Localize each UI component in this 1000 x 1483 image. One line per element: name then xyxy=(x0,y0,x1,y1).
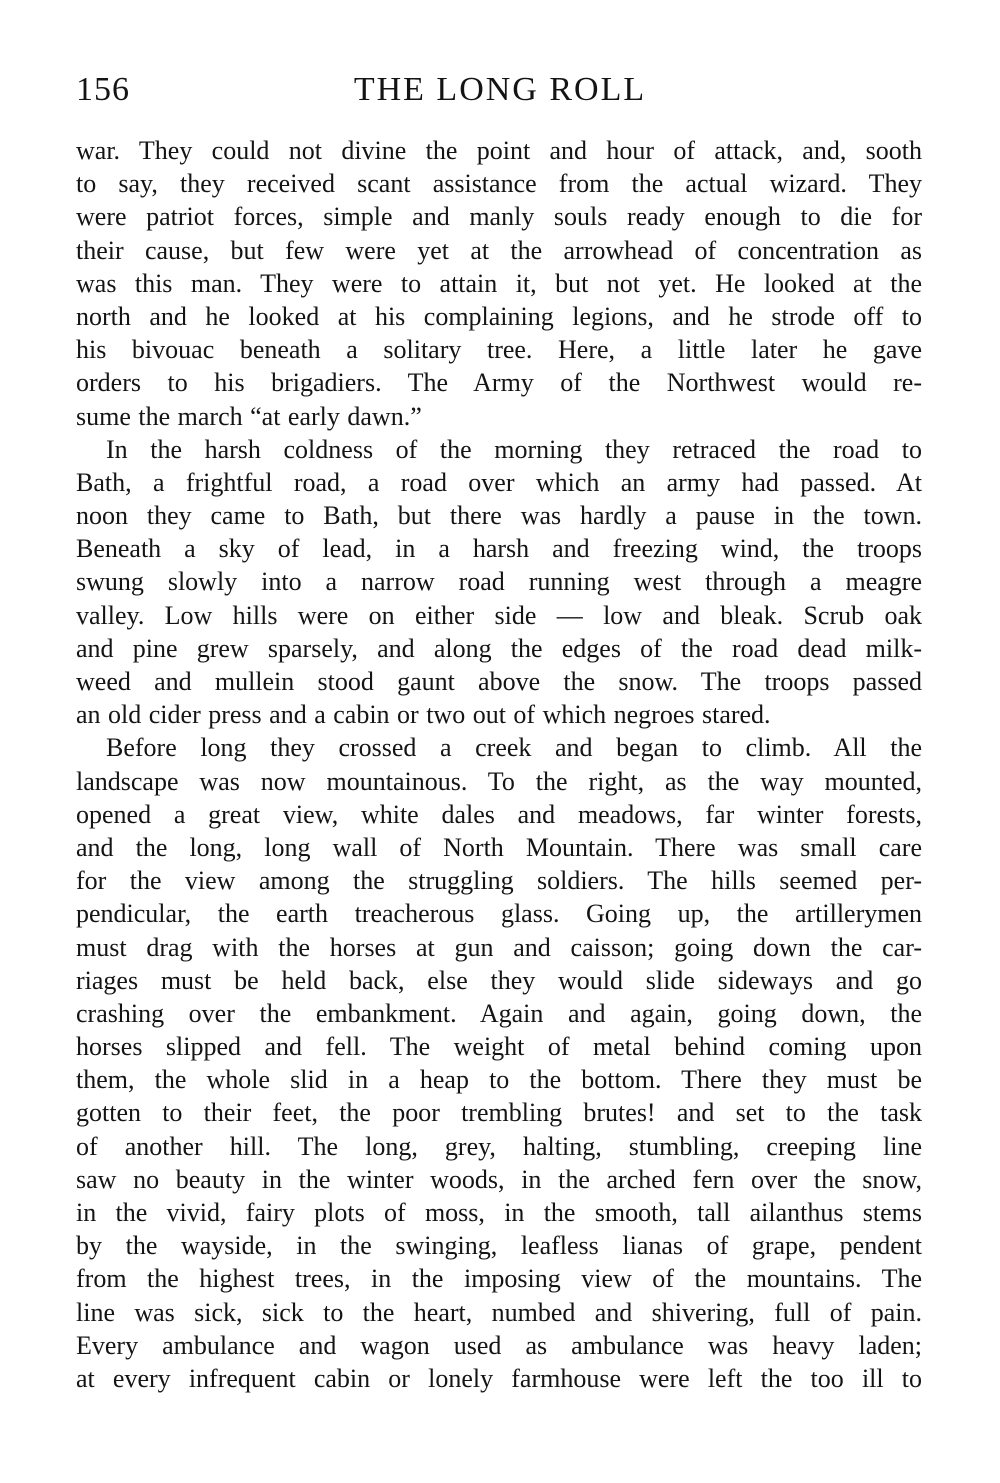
text-line: an old cider press and a cabin or two out of which negroes stared. xyxy=(76,700,771,730)
body-text xyxy=(76,134,922,1395)
page-number: 156 xyxy=(76,71,130,108)
text-line: war. They could not divine the point and hour of attack, and, sooth xyxy=(76,136,922,165)
text-line: riages must be held back, else they would slide sideways and go xyxy=(76,965,922,995)
text-line: weed and mullein stood gaunt above the snow. The troops passed xyxy=(76,667,922,696)
page-header xyxy=(76,68,924,116)
text-line: gotten to their feet, the poor trembling brutes! and set to the task xyxy=(76,1098,922,1128)
text-line: opened a great view, white dales and meadows, far winter forests, xyxy=(76,799,922,829)
text-line: Bath, a frightful road, a road over which an army had passed. At xyxy=(76,467,922,497)
paragraph-2 xyxy=(76,433,922,732)
text-line: Every ambulance and wagon used as ambulance was heavy laden; xyxy=(76,1330,922,1360)
text-line: In the harsh coldness of the morning they retraced the road to xyxy=(106,434,922,464)
text-line: sume the march “at early dawn.” xyxy=(76,401,422,431)
paragraph-1 xyxy=(76,134,922,433)
text-line: them, the whole slid in a heap to the bottom. There they must be xyxy=(76,1065,922,1095)
text-line: of another hill. The long, grey, halting, stumbling, creeping line xyxy=(76,1131,922,1161)
text-line: for the view among the struggling soldiers. The hills seemed per- xyxy=(76,866,922,896)
text-line: by the wayside, in the swinging, leafless lianas of grape, pendent xyxy=(76,1231,922,1261)
text-line: their cause, but few were yet at the arrowhead of concentration as xyxy=(76,235,922,265)
text-line: must drag with the horses at gun and caisson; going down the car- xyxy=(76,932,922,962)
text-line: landscape was now mountainous. To the right, as the way mounted, xyxy=(76,766,922,796)
text-line: and pine grew sparsely, and along the edges of the road dead milk- xyxy=(76,633,922,663)
text-line: valley. Low hills were on either side — low and bleak. Scrub oak xyxy=(76,600,922,630)
text-line: to say, they received scant assistance from the actual wizard. They xyxy=(76,169,922,199)
text-line: from the highest trees, in the imposing view of the mountains. The xyxy=(76,1264,922,1294)
text-line: and the long, long wall of North Mountain. There was small care xyxy=(76,832,922,862)
text-line: line was sick, sick to the heart, numbed and shivering, full of pain. xyxy=(76,1297,922,1327)
text-line: in the vivid, fairy plots of moss, in the smooth, tall ailanthus stems xyxy=(76,1198,922,1227)
text-line: orders to his brigadiers. The Army of the Northwest would re- xyxy=(76,368,922,398)
text-line: north and he looked at his complaining legions, and he strode off to xyxy=(76,301,922,331)
text-line: pendicular, the earth treacherous glass. Going up, the artillerymen xyxy=(76,899,922,929)
running-title: THE LONG ROLL xyxy=(353,71,647,108)
text-line: swung slowly into a narrow road running west through a meagre xyxy=(76,567,922,597)
text-line: were patriot forces, simple and manly souls ready enough to die for xyxy=(76,202,922,232)
text-line: Beneath a sky of lead, in a harsh and freezing wind, the troops xyxy=(76,534,922,564)
text-line: Before long they crossed a creek and began to climb. All the xyxy=(106,733,922,763)
text-line: crashing over the embankment. Again and again, going down, the xyxy=(76,998,922,1028)
text-line: his bivouac beneath a solitary tree. Here, a little later he gave xyxy=(76,335,922,365)
text-line: horses slipped and fell. The weight of metal behind coming upon xyxy=(76,1032,922,1062)
text-line: was this man. They were to attain it, but not yet. He looked at the xyxy=(76,268,922,298)
text-line: noon they came to Bath, but there was hardly a pause in the town. xyxy=(76,501,922,531)
paragraph-3 xyxy=(76,731,922,1395)
text-line: at every infrequent cabin or lonely farmhouse were left the too ill to xyxy=(76,1363,922,1393)
text-line: saw no beauty in the winter woods, in the arched fern over the snow, xyxy=(76,1164,922,1194)
